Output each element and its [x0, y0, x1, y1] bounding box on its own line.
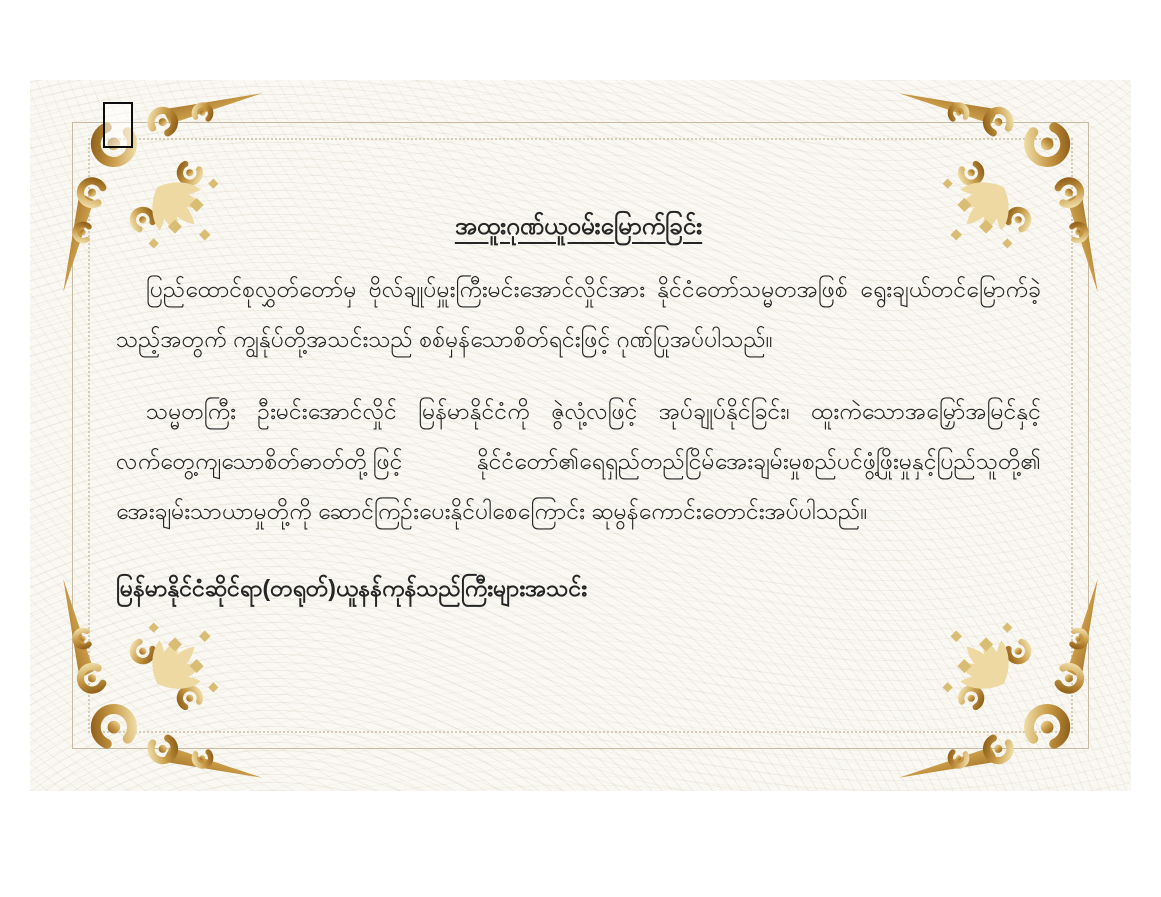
certificate-content — [116, 208, 1041, 610]
paragraph-well-wishes: သမ္မတကြီး ဦးမင်းအောင်လှိုင် မြန်မာနိုင်ငံကို ဇွဲလုံ့လဖြင့် အုပ်ချုပ်နိုင်ခြင်း၊ ထူးကဲသောအမြှော်အမြင်နှင့် လက်တွေ့ကျသောစိတ်ဓာတ်တို့ဖြင့် နိုင်ငံတော်၏ရေရှည်တည်ငြိမ်အေးချမ်းမှုစည်ပင်ဖွံ့ဖြိုးမှုနှင့်ပြည်သူတို့၏ အေးချမ်းသာယာမှုတို့ကို ဆောင်ကြဉ်းပေးနိုင်ပါစေကြောင်း ဆုမွန်ကောင်းတောင်းအပ်ပါသည်။ — [116, 398, 1041, 524]
certificate — [30, 80, 1131, 791]
certificate-title — [116, 208, 1041, 246]
paragraph-congratulations: ပြည်ထောင်စုလွှတ်တော်မှ ဗိုလ်ချုပ်မှူးကြီးမင်းအောင်လှိုင်အား နိုင်ငံတော်သမ္မတအဖြစ် ရွေးချယ်တင်မြောက်ခဲ့သည့်အတွက် ကျွန်ုပ်တို့အသင်းသည် စစ်မှန်သောစိတ်ရင်းဖြင့် ဂုဏ်ပြုအပ်ပါသည်။ — [116, 276, 1041, 352]
signature-line: မြန်မာနိုင်ငံဆိုင်ရာ(တရုတ်)ယူနန်ကုန်သည်ကြီးများအသင်း — [116, 575, 588, 601]
certificate-title-text: အထူးဂုဏ်ယူဝမ်းမြောက်ခြင်း — [454, 213, 703, 240]
missing-glyph-box — [103, 102, 133, 148]
